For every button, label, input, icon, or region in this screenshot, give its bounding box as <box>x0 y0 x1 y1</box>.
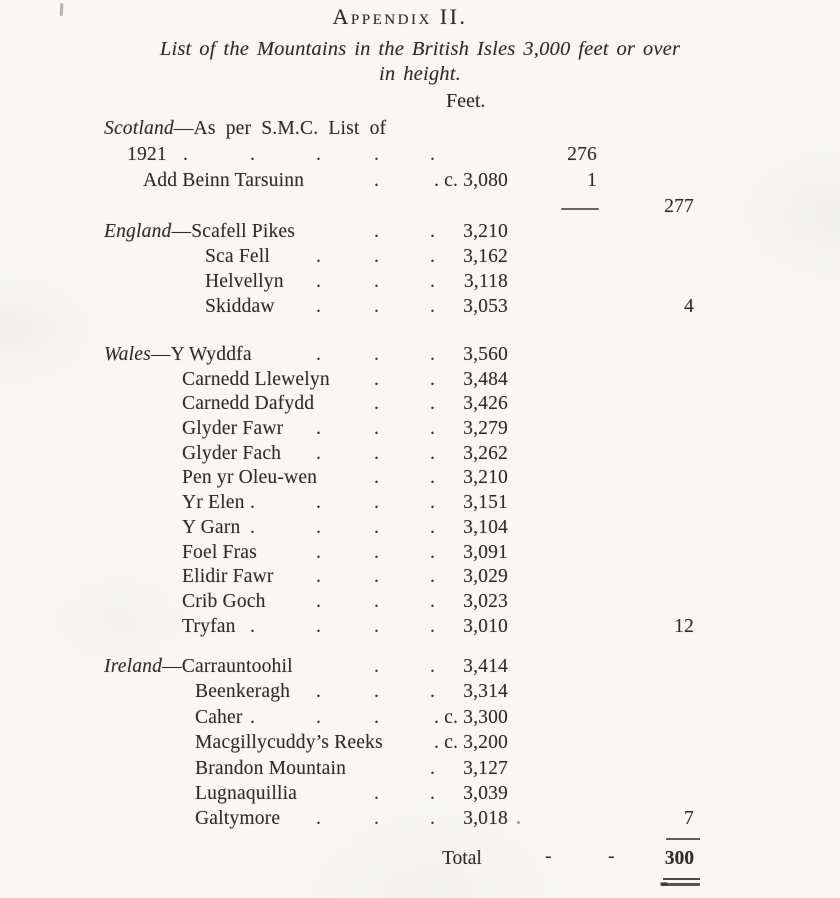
count-value: 1 <box>587 170 597 191</box>
leader-dot: . <box>430 757 436 779</box>
mountain-row <box>0 706 840 731</box>
leader-dot: . <box>374 221 380 242</box>
leader-dot: . <box>430 442 436 464</box>
leader-dot: . <box>430 144 436 165</box>
leader-dot: . <box>374 566 380 588</box>
section-dash: — <box>162 656 182 677</box>
leader-dot: . <box>430 271 436 292</box>
height-value: 3,426 <box>463 393 508 415</box>
section-total-value: 12 <box>674 615 694 637</box>
height-value: 3,151 <box>463 492 508 514</box>
leader-dot: . <box>374 344 380 365</box>
total-row <box>0 847 840 872</box>
leader-dot: . <box>430 492 436 514</box>
section-scotland <box>0 117 840 221</box>
leader-dot: . <box>430 393 436 415</box>
section-label: England <box>104 221 172 242</box>
height-value: 3,091 <box>463 541 508 563</box>
leader-dot: . <box>374 615 380 637</box>
mountain-name: Lugnaquillia <box>195 782 298 804</box>
height-value: 3,162 <box>463 246 508 267</box>
leader-dot: . <box>316 246 322 267</box>
height-value: 3,029 <box>463 566 508 588</box>
mountain-name: As per S.M.C. List of <box>193 118 387 139</box>
mountain-row <box>0 757 840 782</box>
leader-dot: . <box>430 516 436 538</box>
leader-dot: . <box>430 808 436 830</box>
feet-column-header: Feet. <box>446 90 486 112</box>
leader-dot: . <box>316 492 322 514</box>
mountain-name: Y Garn <box>182 516 241 538</box>
section-total-value: 277 <box>664 196 694 217</box>
mountain-name: Galtymore <box>195 808 281 830</box>
mountain-row <box>0 417 840 442</box>
mountain-row <box>0 516 840 541</box>
section-england <box>0 220 840 320</box>
mountain-row <box>0 655 840 680</box>
mountain-row <box>0 590 840 615</box>
mountain-row <box>0 807 840 832</box>
leader-dot: . <box>374 782 380 804</box>
height-value: 3,018 <box>463 808 508 830</box>
appendix-heading: Appendix II. <box>332 4 468 29</box>
leader-dot: . <box>316 590 322 612</box>
mountain-name: Add Beinn Tarsuinn <box>143 170 305 191</box>
count-value: 276 <box>567 144 597 165</box>
mountain-name: Scafell Pikes <box>191 221 296 242</box>
mountain-name: Skiddaw <box>205 296 275 317</box>
leader-dot: . <box>250 144 256 165</box>
height-value: 3,414 <box>463 656 508 677</box>
leader-dot: . <box>430 782 436 804</box>
height-value: . c. 3,300 <box>433 706 508 728</box>
mountain-name: Elidir Fawr <box>182 566 274 588</box>
leader-dot: . <box>316 706 322 728</box>
height-value: 3,053 <box>463 296 508 317</box>
height-value: 3,039 <box>463 782 508 804</box>
grand-total-value: 300 <box>664 848 694 869</box>
mountain-row <box>0 169 840 195</box>
section-dash: — <box>173 118 194 139</box>
height-value: 3,279 <box>463 418 508 440</box>
mountain-name: Crib Goch <box>182 590 266 612</box>
sum-rule-subtotal <box>561 208 599 210</box>
mountain-row <box>0 565 840 590</box>
mountain-row <box>0 343 840 368</box>
leader-dot: . <box>374 656 380 677</box>
leader-dot: . <box>430 681 436 703</box>
leader-dot: . <box>374 271 380 292</box>
leader-dot: . <box>430 418 436 440</box>
mountain-row <box>0 195 840 221</box>
mountain-name: Carnedd Llewelyn <box>182 368 330 390</box>
leader-dot: . <box>250 706 256 728</box>
height-value: 3,560 <box>463 344 508 365</box>
grand-total-rule-top <box>663 878 700 880</box>
leader-dot: . <box>430 221 436 242</box>
leader-dot: . <box>374 706 380 728</box>
mountain-name: Y Wyddfa <box>170 344 252 365</box>
mountain-name: Caher <box>195 706 243 728</box>
leader-dot: . <box>430 615 436 637</box>
mountain-name: Carnedd Dafydd <box>182 393 315 415</box>
section-label: Ireland <box>104 656 163 677</box>
leader-dot: . <box>250 516 256 538</box>
leader-dot: . <box>316 418 322 440</box>
section-ireland <box>0 655 840 833</box>
section-dash: — <box>150 344 171 365</box>
grand-total-rule-bottom <box>661 883 700 886</box>
mountain-row <box>0 143 840 169</box>
height-value: 3,210 <box>463 221 508 242</box>
height-value: . c. 3,080 <box>433 170 508 191</box>
mountain-name: Macgillycuddy’s Reeks <box>195 732 383 754</box>
list-title-line2: in height. <box>379 63 461 85</box>
total-leader-dash: - <box>608 846 615 867</box>
leader-dot: . <box>250 492 256 514</box>
mountain-name: Pen yr Oleu-wen <box>182 467 318 489</box>
height-value: 3,127 <box>463 757 508 779</box>
leader-dot: . <box>374 144 380 165</box>
leader-dot: . <box>316 144 322 165</box>
height-value: 3,104 <box>463 516 508 538</box>
leader-dot: . <box>250 615 256 637</box>
mountain-row <box>0 491 840 516</box>
height-value: . c. 3,200 <box>433 732 508 754</box>
mountain-name: Helvellyn <box>205 271 284 292</box>
mountain-name: Beenkeragh <box>195 681 291 703</box>
leader-dot: . <box>316 271 322 292</box>
height-value: 3,484 <box>463 368 508 390</box>
height-value: 3,210 <box>463 467 508 489</box>
mountain-row <box>0 392 840 417</box>
height-value: 3,118 <box>463 271 508 292</box>
mountain-row <box>0 245 840 270</box>
leader-dot: . <box>374 442 380 464</box>
leader-dot: . <box>430 344 436 365</box>
leader-dot: . <box>374 393 380 415</box>
mountain-row <box>0 442 840 467</box>
leader-dot: . <box>374 467 380 489</box>
section-dash: — <box>171 221 192 242</box>
total-label: Total <box>442 848 482 869</box>
height-value: 3,262 <box>463 442 508 464</box>
section-total-value: 7 <box>684 808 694 830</box>
leader-dot: . <box>374 516 380 538</box>
section-total-value: 4 <box>684 296 694 317</box>
leader-dot: . <box>374 418 380 440</box>
mountain-row <box>0 466 840 491</box>
mountain-name: Carrauntoohil <box>181 656 293 677</box>
leader-dot: . <box>316 681 322 703</box>
leader-dot: . <box>316 808 322 830</box>
section-label: Wales <box>104 344 151 365</box>
leader-dot: . <box>374 541 380 563</box>
leader-dot: . <box>183 144 189 165</box>
leader-dot: . <box>374 590 380 612</box>
mountain-name: Brandon Mountain <box>195 757 347 779</box>
mountain-row <box>0 782 840 807</box>
mountain-name: Glyder Fawr <box>182 418 284 440</box>
sum-rule-grand <box>666 838 700 840</box>
total-leader-dash: - <box>545 846 552 867</box>
section-wales <box>0 343 840 639</box>
leader-dot: . <box>316 516 322 538</box>
leader-dot: . <box>430 296 436 317</box>
mountain-name: Foel Fras <box>182 541 257 563</box>
mountain-name: Tryfan <box>182 615 236 637</box>
leader-dot: . <box>374 170 380 191</box>
leader-dot: . <box>374 492 380 514</box>
leader-dot: . <box>374 368 380 390</box>
leader-dot: . <box>430 656 436 677</box>
leader-dot: . <box>374 681 380 703</box>
mountain-row <box>0 680 840 705</box>
list-title-line1: List of the Mountains in the British Isles 3,000 feet or over <box>159 38 681 60</box>
mountain-name: Sca Fell <box>205 246 270 267</box>
mountain-row <box>0 270 840 295</box>
mountain-name: Yr Elen <box>182 492 245 514</box>
mountain-name: 1921 <box>127 144 167 165</box>
leader-dot: . <box>316 615 322 637</box>
mountain-row <box>0 295 840 320</box>
leader-dot: . <box>430 541 436 563</box>
height-value: 3,010 <box>463 615 508 637</box>
mountain-row <box>0 117 840 143</box>
leader-dot: . <box>316 566 322 588</box>
leader-dot: . <box>430 368 436 390</box>
leader-dot: . <box>374 296 380 317</box>
height-value: 3,314 <box>463 681 508 703</box>
leader-dot: . <box>316 541 322 563</box>
leader-dot: . <box>316 442 322 464</box>
leader-dot: . <box>430 566 436 588</box>
leader-dot: . <box>374 246 380 267</box>
leader-dot: . <box>316 344 322 365</box>
mountain-row <box>0 731 840 756</box>
leader-dot: . <box>374 808 380 830</box>
mountain-name: Glyder Fach <box>182 442 282 464</box>
mountain-row <box>0 368 840 393</box>
height-value: 3,023 <box>463 590 508 612</box>
mountain-row <box>0 541 840 566</box>
leader-dot: . <box>430 246 436 267</box>
leader-dot: . <box>430 467 436 489</box>
section-label: Scotland <box>104 118 174 139</box>
mountain-row <box>0 220 840 245</box>
leader-dot: . <box>430 590 436 612</box>
leader-dot: . <box>316 296 322 317</box>
mountain-row <box>0 615 840 640</box>
